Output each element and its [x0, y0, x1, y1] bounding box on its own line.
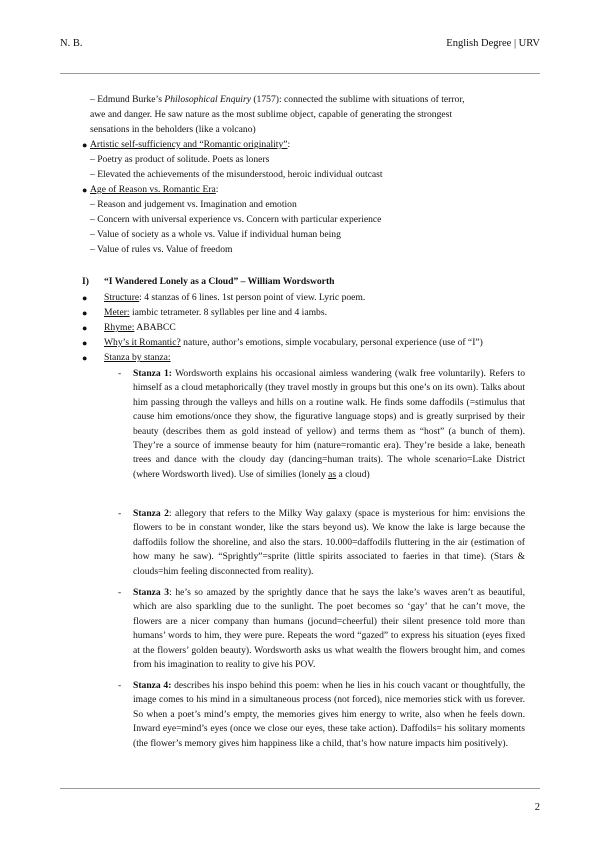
stanza-3-label: Stanza 3: [133, 587, 170, 598]
age-colon: :: [215, 184, 219, 195]
dash-marker: -: [118, 368, 122, 379]
age-item: – Concern with universal experience vs. Concern with particular experience: [90, 214, 382, 225]
course-title: English Degree | URV: [446, 38, 540, 49]
footer-divider: [60, 788, 540, 789]
page-header: [60, 38, 540, 54]
section-number: I): [82, 276, 89, 287]
burke-line-1: [90, 93, 465, 107]
bullet-icon: ●: [82, 338, 88, 348]
artistic-item: – Elevated the achievements of the misunderstood, heroic individual outcast: [90, 169, 383, 180]
age-item: – Reason and judgement vs. Imagination and emotion: [90, 199, 297, 210]
section-title: “I Wandered Lonely as a Cloud” – William Wordsworth: [104, 276, 335, 287]
dash-marker: -: [118, 508, 122, 519]
meter-label: Meter:: [104, 307, 130, 318]
bullet-icon: ●: [82, 140, 88, 150]
structure-label: Structure: [104, 292, 140, 303]
artistic-heading-text: Artistic self-sufficiency and “Romantic originality”: [90, 139, 288, 150]
bullet-icon: ●: [82, 323, 88, 333]
bullet-icon: ●: [82, 185, 88, 195]
age-item: – Value of society as a whole vs. Value if individual human being: [90, 229, 341, 240]
rhyme-label: Rhyme:: [104, 322, 135, 333]
structure-text: : 4 stanzas of 6 lines. 1st person point of view. Lyric poem.: [139, 292, 366, 303]
rhyme-bullet: [104, 321, 176, 335]
stanza-3-paragraph: [133, 586, 525, 672]
stanza-3-text: : he’s so amazed by the sprightly dance that he says the lake’s waves aren’t as beautiful, which are also sparkling due to the sunlight. The poet becomes so ‘gay’ that he can’t move, the flowers are a nicer company than humans (jocund=cheerful) their silent presence told more than humans’ words to him, they were pure. Repeats the word “gazed” to express his situation (eyes fixed at the flowers’ golden beauty). Wordsworth asks us what wealth the flowers brought him, and comes from his imagination to reality to give his POV.: [133, 587, 525, 671]
stanza-1-end: a cloud): [336, 468, 370, 480]
stanza-4-paragraph: [133, 679, 525, 751]
why-label: Why’s it Romantic?: [104, 337, 181, 348]
stanza-4-label: Stanza 4:: [133, 680, 172, 691]
stanza-2-label: Stanza 2: [133, 508, 169, 519]
artistic-heading: [90, 138, 290, 152]
meter-bullet: [104, 306, 327, 320]
stanza-1-text: Wordsworth explains his occasional aimless wandering (walk free voluntarily). Refers to himself as a cloud metaphorically (they travel mostly in groups but this one’s on its own). Talks about him passing through the valleys and hills on a routine walk. He finds some daffodils (=stimulus that cause him emotions/once they show, the figurative language stops) and is greatly surprised by their beauty (describes them as gold instead of yellow) and terms them as “host” (a bunch of them). They’re a source of immense beauty for him (nature=romantic era). They’re beside a lake, beneath trees and dance with the cloudy day (dancing=human traits). The whole scenario=Lake District (where Wordsworth lived). Use of similies (lonely: [133, 368, 525, 480]
artistic-item: – Poetry as product of solitude. Poets as loners: [90, 154, 270, 165]
dash-marker: -: [118, 680, 122, 691]
stanza-1-as: as: [328, 468, 337, 480]
structure-bullet: [104, 291, 365, 305]
artistic-colon: :: [287, 139, 291, 150]
burke-line-2: awe and danger. He saw nature as the most sublime object, capable of generating the strongest: [90, 109, 453, 120]
stanza-4-text: describes his inspo behind this poem: when he lies in his couch vacant or thoughtfully, the image comes to his mind in a simultaneous process (not forced), nice memories stick with us forever. So when a poet’s mind’s empty, the memories gives him energy to write, also when he feels down. Inward eye=mind’s eyes (once we close our eyes, these take action). Daffodils= his solitary moments (the flower’s memory gives him happiness like a child, that’s how nature impacts him positively).: [133, 680, 526, 749]
stanza-by-stanza-label: Stanza by stanza:: [104, 352, 171, 363]
age-item: – Value of rules vs. Value of freedom: [90, 244, 233, 255]
why-text: nature, author’s emotions, simple vocabulary, personal experience (use of “I”): [180, 337, 483, 348]
bullet-icon: ●: [82, 308, 88, 318]
author-initials: N. B.: [60, 38, 83, 49]
bullet-icon: ●: [82, 353, 88, 363]
burke-line-3: sensations in the beholders (like a volcano): [90, 124, 256, 135]
stanza-2-text: : allegory that refers to the Milky Way galaxy (space is mysterious for him: envisions the flowers to be in constant wonder, like the stars beyond us). We know the lake is large because the daffodils follow the shoreline, and also the stars. 10.000=daffodils fluttering in the air (estimation of how many he saw). “Sprightly”=sprite (little spirits associated to faeries in that time). (Stars & clouds=him feeling disconnected from reality).: [133, 508, 525, 577]
age-heading: [90, 183, 218, 197]
stanza-1-label: Stanza 1:: [133, 368, 172, 379]
bullet-icon: ●: [82, 293, 88, 303]
burke-title: Philosophical Enquiry: [164, 94, 251, 105]
rhyme-text: ABABCC: [134, 322, 176, 333]
page-number: 2: [534, 802, 540, 813]
stanza-1-paragraph: [133, 367, 525, 482]
dash-marker: -: [118, 587, 122, 598]
burke-prefix: – Edmund Burke’s: [90, 94, 165, 105]
meter-text: iambic tetrameter. 8 syllables per line and 4 iambs.: [129, 307, 327, 318]
burke-rest: (1757): connected the sublime with situations of terror,: [250, 94, 465, 105]
age-heading-text: Age of Reason vs. Romantic Era: [90, 184, 216, 195]
stanza-2-paragraph: [133, 507, 525, 579]
header-divider: [60, 73, 540, 74]
why-bullet: [104, 336, 483, 350]
